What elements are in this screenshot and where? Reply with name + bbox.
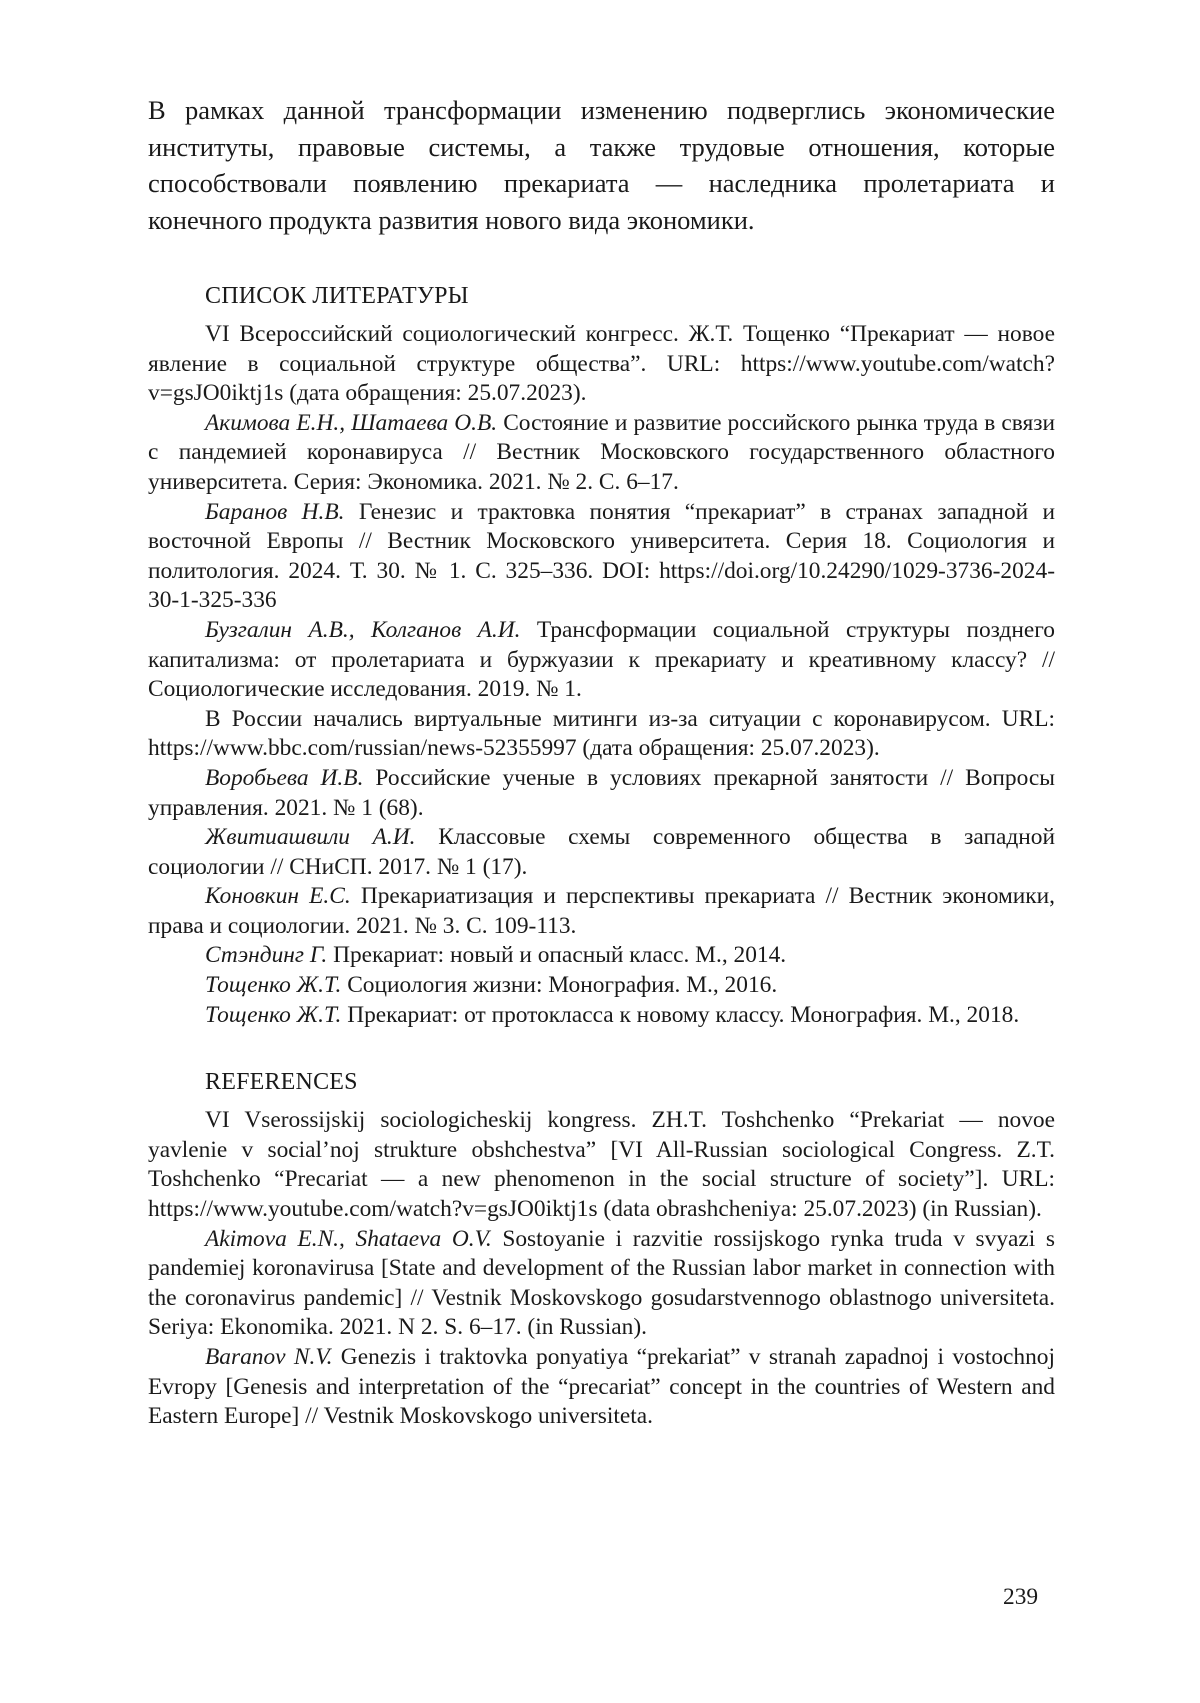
reference-author: Baranov N.V. (205, 1344, 332, 1370)
reference-text: VI Vserossijskij sociologicheskij kongress. ZH.T. Toshchenko “Prekariat — novoe yavlenie v social’noj strukture obshchestva” [VI All-Russian sociological Congress. Z.T. Toshchenko “Precariat — a new phenomenon in the social structure of society”]. URL: https://www.youtube.com/watch?v=gsJO0iktj1s (data obrashcheniya: 25.07.2023) (in Russian). (148, 1107, 1055, 1222)
reference-item (148, 705, 1055, 764)
reference-author: Стэндинг Г. (205, 942, 327, 968)
reference-text: Состояние и развитие российского рынка труда в связи с пандемией коронавируса // Вестник Московского государственного областного университета. Серия: Экономика. 2021. № 2. С. 6–17. (148, 410, 1055, 495)
reference-text: Трансформации социальной структуры позднего капитализма: от пролетариата и буржуазии к прекариату и креативному классу? // Социологические исследования. 2019. № 1. (148, 617, 1055, 702)
reference-item (148, 823, 1055, 882)
reference-author: Коновкин Е.С. (205, 883, 351, 909)
reference-author: Жвитиашвили А.И. (205, 824, 416, 850)
reference-text: Прекариатизация и перспективы прекариата // Вестник экономики, права и социологии. 2021. № 3. С. 109-113. (148, 883, 1055, 939)
reference-author: Akimova E.N., Shataeva O.V. (205, 1226, 492, 1252)
reference-text: Классовые схемы современного общества в западной социологии // СНиСП. 2017. № 1 (17). (148, 824, 1055, 880)
page-number: 239 (1003, 1583, 1038, 1611)
reference-item (148, 882, 1055, 941)
page-body (148, 92, 1055, 1432)
reference-author: Акимова Е.Н., Шатаева О.В. (205, 410, 497, 436)
reference-author: Баранов Н.В. (205, 499, 345, 525)
reference-author: Тощенко Ж.Т. (205, 1002, 341, 1028)
reference-item (148, 409, 1055, 498)
reference-item (148, 1225, 1055, 1343)
en-references-list (148, 1106, 1055, 1432)
reference-author: Воробьева И.В. (205, 765, 363, 791)
reference-item (148, 1001, 1055, 1031)
reference-author: Бузгалин А.В., Колганов А.И. (205, 617, 521, 643)
reference-author: Тощенко Ж.Т. (205, 972, 341, 998)
reference-item (148, 498, 1055, 616)
intro-paragraph: В рамках данной трансформации изменению подверглись экономические институты, правовые системы, а также трудовые отношения, которые способствовали появлению прекариата — наследника пролетариата и конечного продукта развития нового вида экономики. (148, 92, 1055, 238)
reference-text: Sostoyanie i razvitie rossijskogo rynka truda v svyazi s pandemiej koronavirusa [State and development of the Russian labor market in connection with the coronavirus pandemic] // Vestnik Moskovskogo gosudarstvennogo oblastnogo universiteta. Seriya: Ekonomika. 2021. N 2. S. 6–17. (in Russian). (148, 1226, 1055, 1341)
reference-text: Прекариат: новый и опасный класс. М., 2014. (327, 942, 786, 968)
reference-item (148, 941, 1055, 971)
reference-item (148, 971, 1055, 1001)
reference-text: VI Всероссийский социологический конгресс. Ж.Т. Тощенко “Прекариат — новое явление в социальной структуре общества”. URL: https://www.youtube.com/watch?v=gsJO0iktj1s (дата обращения: 25.07.2023). (148, 321, 1055, 406)
ru-references-list (148, 320, 1055, 1030)
reference-item (148, 1106, 1055, 1224)
reference-text: Генезис и трактовка понятия “прекариат” в странах западной и восточной Европы // Вестник Московского университета. Серия 18. Социология и политология. 2024. Т. 30. № 1. С. 325–336. DOI: https://doi.org/10.24290/1029-3736-2024-30-1-325-336 (148, 499, 1055, 614)
reference-item (148, 1343, 1055, 1432)
reference-item (148, 320, 1055, 409)
reference-text: В России начались виртуальные митинги из-за ситуации с коронавирусом. URL: https://www.bbc.com/russian/news-52355997 (дата обращения: 25.07.2023). (148, 706, 1055, 762)
reference-text: Социология жизни: Монография. М., 2016. (341, 972, 777, 998)
reference-item (148, 764, 1055, 823)
ru-references-title: СПИСОК ЛИТЕРАТУРЫ (148, 280, 1055, 312)
reference-item (148, 616, 1055, 705)
en-references-title: REFERENCES (148, 1066, 1055, 1098)
reference-text: Genezis i traktovka ponyatiya “prekariat” v stranah zapadnoj i vostochnoj Evropy [Genesis and interpretation of the “precariat” concept in the countries of Western and Eastern Europe] // Vestnik Moskovskogo universiteta. (148, 1344, 1055, 1429)
reference-text: Прекариат: от протокласса к новому классу. Монография. М., 2018. (341, 1002, 1019, 1028)
reference-text: Российские ученые в условиях прекарной занятости // Вопросы управления. 2021. № 1 (68). (148, 765, 1055, 821)
